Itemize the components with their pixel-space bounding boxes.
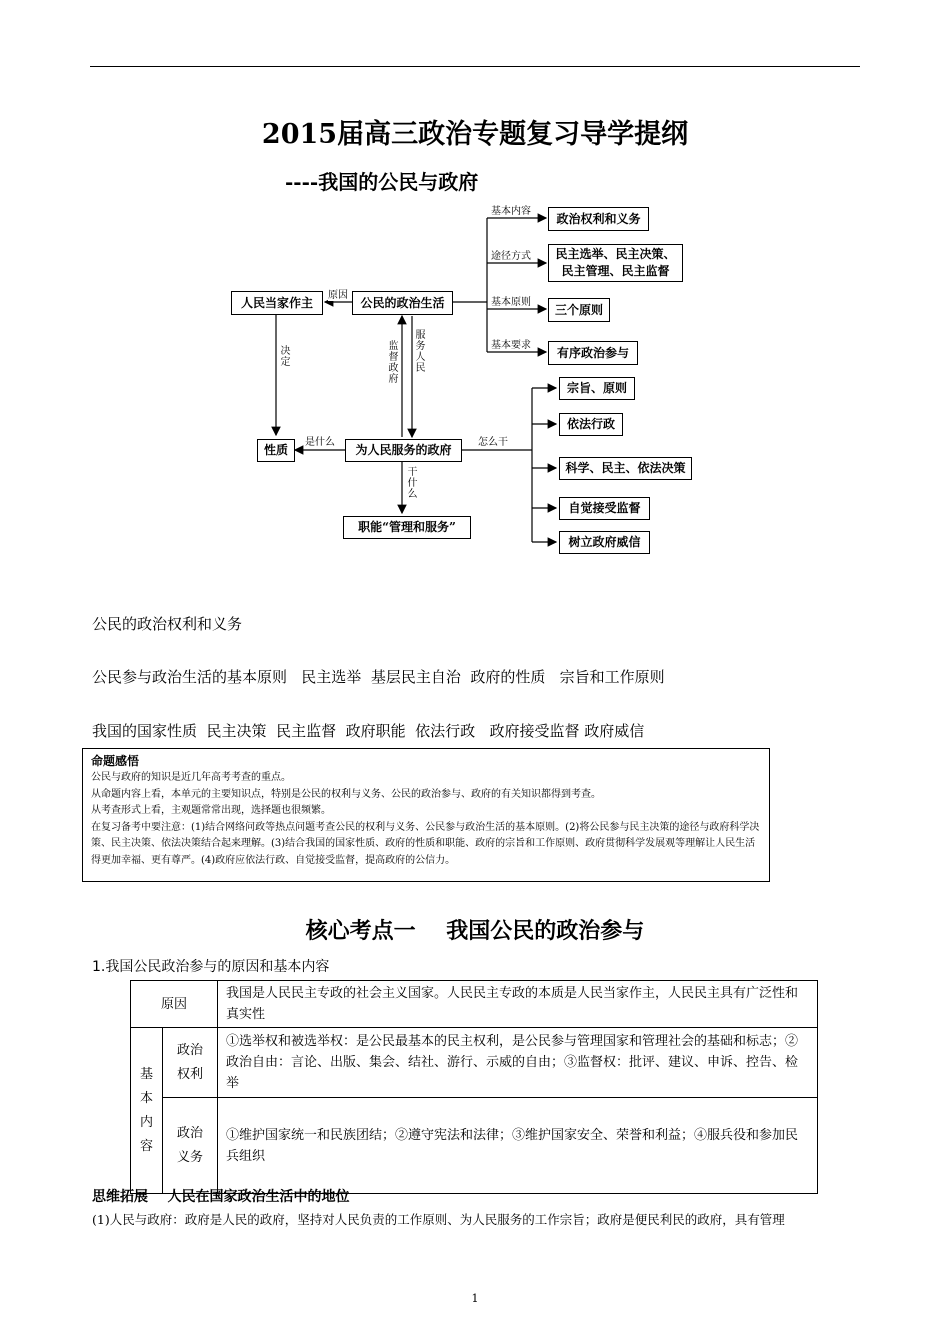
label-basic-content: 基本内容 [491,206,531,217]
table-row [131,1028,818,1098]
section-title: 核心考点一 我国公民的政治参与 [305,919,645,944]
box-function: 职能“管理和服务” [343,516,471,539]
box-political-rights: 政治权利和义务 [548,207,649,231]
insight-box [82,748,770,882]
label-what-do: 干什么 [407,467,418,500]
label-serve: 服务人民 [415,330,426,374]
cell-basic-label: 基本内容 [131,1028,163,1194]
keyword-line-2: 公民参与政治生活的基本原则 民主选举 基层民主自治 政府的性质 宗旨和工作原则 [92,668,665,686]
cell-rights-text: ①选举权和被选举权：是公民最基本的民主权利，是公民参与管理国家和管理社会的基础和标志；②政治自由：言论、出版、集会、结社、游行、示威的自由；③监督权：批评、建议、申诉、控告、检举 [218,1028,818,1098]
think-heading: 思维拓展 人民在国家政治生活中的地位 [92,1189,350,1205]
channels-line-2: 民主管理、民主监督 [561,264,670,278]
label-decides: 决定 [280,346,291,368]
label-supervise: 监督政府 [388,341,399,385]
insight-line: 从命题内容上看，本单元的主要知识点，特别是公民的权利与义务、公民的政治参与、政府的有关知识都得到考查。 [91,788,601,800]
page-number: 1 [471,1292,479,1305]
box-channels [548,244,683,282]
box-government: 为人民服务的政府 [345,439,462,462]
cell-reason-text: 我国是人民民主专政的社会主义国家。人民民主专政的本质是人民当家作主，人民民主具有广泛性和真实性 [218,981,818,1028]
cell-reason-label: 原因 [131,981,218,1028]
box-purpose-principle: 宗旨、原则 [559,377,635,400]
box-people-master: 人民当家作主 [231,291,323,315]
keyword-line-3: 我国的国家性质 民主决策 民主监督 政府职能 依法行政 政府接受监督 政府威信 [92,722,645,740]
think-text: (1)人民与政府：政府是人民的政府，坚持对人民负责的工作原则、为人民服务的工作宗旨；政府是便民利民的政府，具有管理 [92,1212,785,1227]
box-three-principles: 三个原则 [548,298,610,322]
label-what-is: 是什么 [305,437,335,448]
label-basic-requirement: 基本要求 [491,340,531,351]
insight-line: 公民与政府的知识是近几年高考考查的重点。 [91,772,291,783]
cell-rights-label: 政治权利 [163,1028,218,1098]
insight-line: 从考查形式上看，主观题常常出现，选择题也很频繁。 [91,805,331,816]
box-nature: 性质 [257,439,295,462]
channels-line-1: 民主选举、民主决策、 [555,247,676,261]
cell-duties-label: 政治义务 [163,1098,218,1194]
box-decision: 科学、民主、依法决策 [559,457,692,480]
box-credibility: 树立政府威信 [559,531,650,554]
participation-table [130,980,818,1194]
label-how: 怎么干 [478,437,508,448]
page-subtitle: ----我国的公民与政府 [285,170,479,194]
diagram-connectors [0,0,950,600]
box-orderly: 有序政治参与 [548,341,638,365]
insight-heading: 命题感悟 [91,754,140,768]
table-row [131,981,818,1028]
box-civic-life: 公民的政治生活 [352,291,453,315]
page-title: 2015届高三政治专题复习导学提纲 [261,119,689,150]
insight-line: 在复习备考中要注意：(1)结合网络问政等热点问题考查公民的权利与义务、公民参与政治生活的基本原则。(2)将公民参与民主决策的途径与政府科学决策、民主决策、依法决策结合起来理解。(3)结合我国的国家性质、政府的性质和职能、政府的宗旨和工作原则、政府贯彻科学发展观等理解让人民生活得更加幸福、更有尊严。(4)政府应依法行政、自觉接受监督，提高政府的公信力。 [91,821,760,866]
table-row [131,1098,818,1194]
box-lawful-admin: 依法行政 [559,413,623,436]
box-accept-supervision: 自觉接受监督 [559,497,650,520]
cell-duties-text: ①维护国家统一和民族团结；②遵守宪法和法律；③维护国家安全、荣誉和利益；④服兵役和参加民兵组织 [218,1098,818,1194]
label-reason: 原因 [328,290,348,301]
keyword-line-1: 公民的政治权利和义务 [92,615,243,633]
label-channels: 途径方式 [491,251,531,262]
label-basic-principle: 基本原则 [491,297,531,308]
section-subheading: 1.我国公民政治参与的原因和基本内容 [92,959,330,975]
